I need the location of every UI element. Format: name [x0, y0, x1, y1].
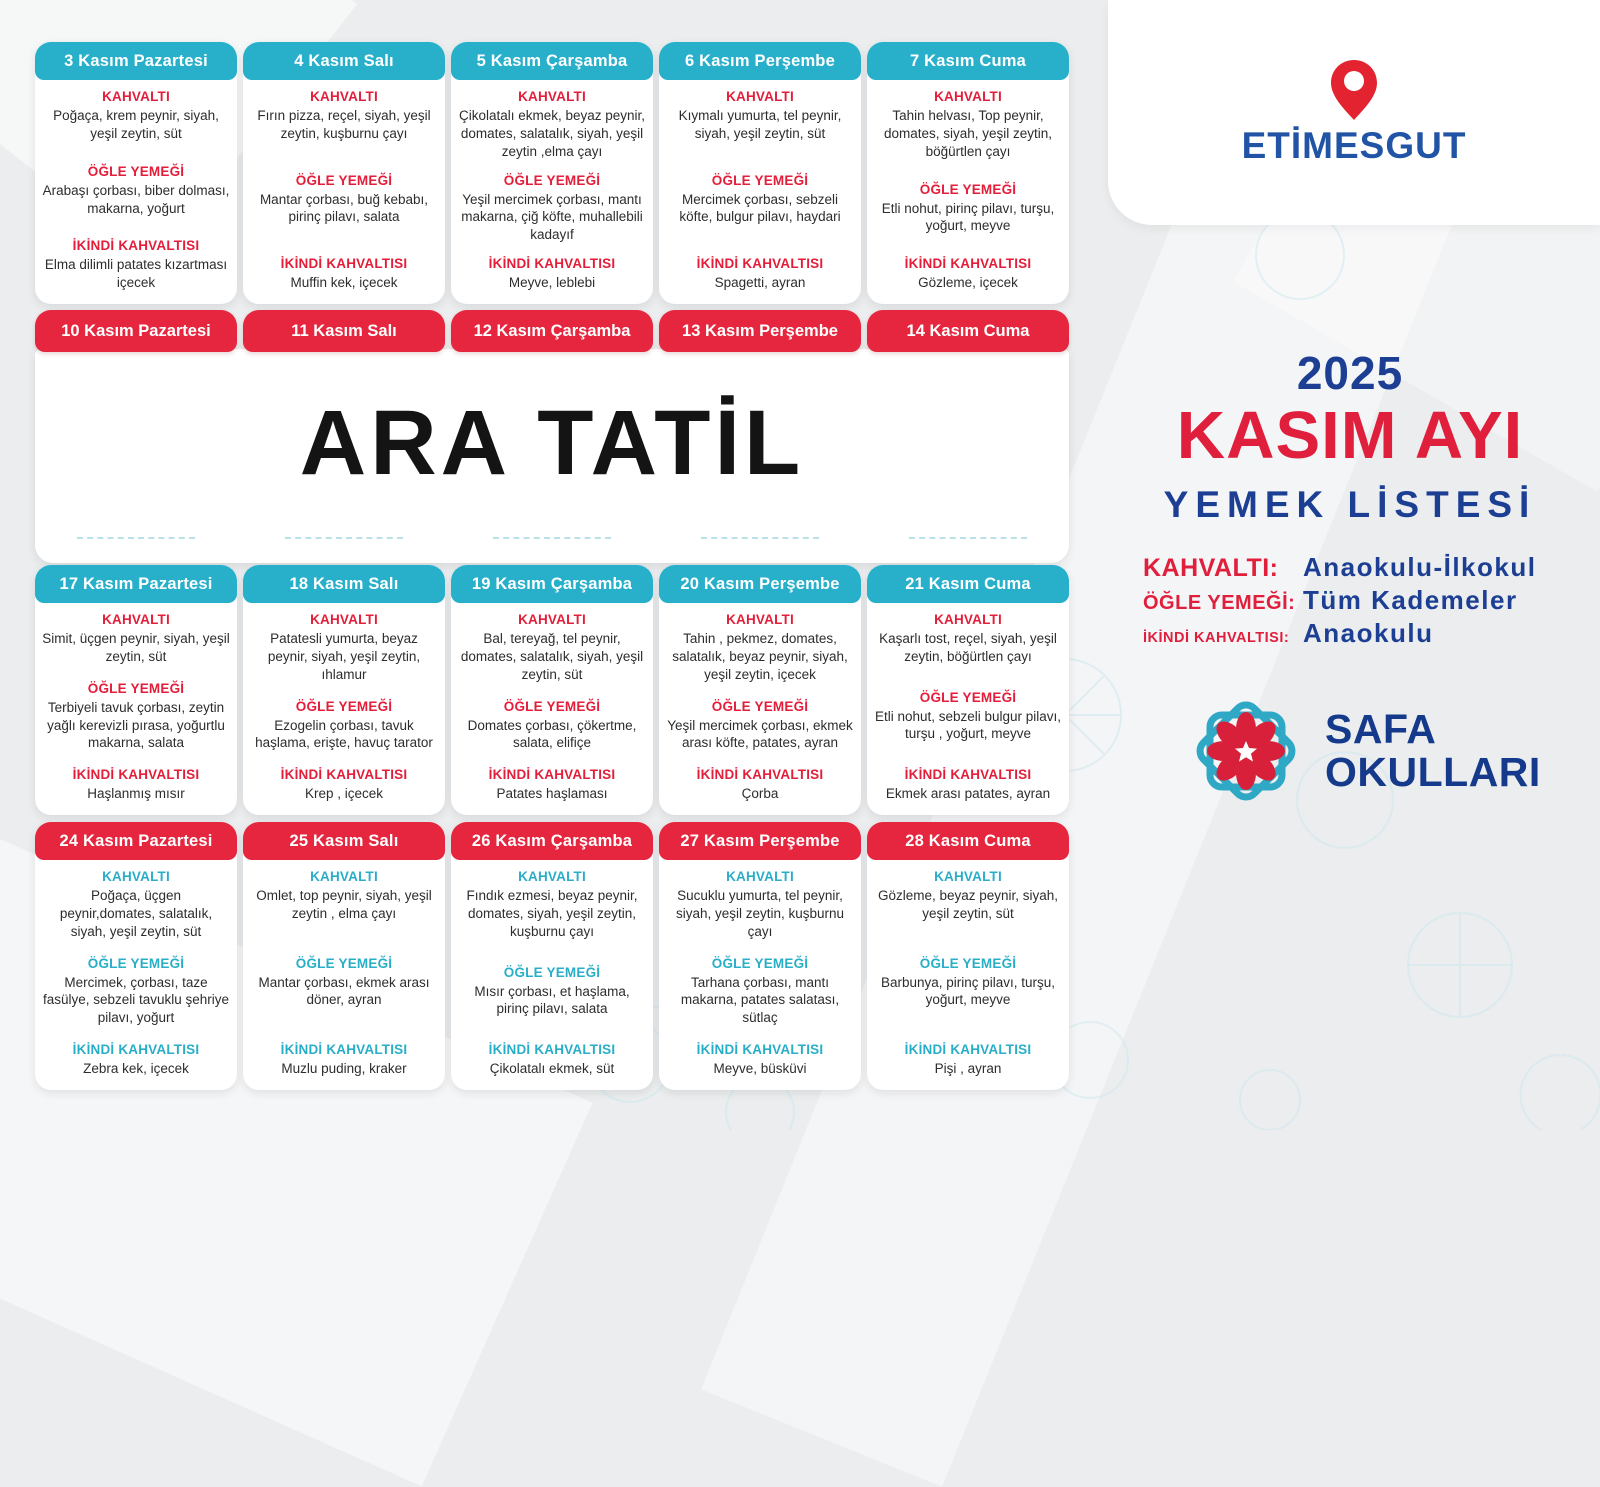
dashed-divider — [493, 537, 611, 539]
day-card — [659, 822, 861, 1090]
dashed-divider — [285, 537, 403, 539]
lunch-section — [250, 699, 438, 753]
lunch-label: ÖĞLE YEMEĞİ — [919, 689, 1017, 705]
breakfast-section — [250, 869, 438, 923]
dashed-divider — [701, 537, 819, 539]
snack-label: İKİNDİ KAHVALTISI — [696, 256, 824, 272]
breakfast-label: KAHVALTI — [726, 612, 794, 627]
holiday-panel — [35, 349, 1069, 563]
snack-label: İKİNDİ KAHVALTISI — [72, 1042, 200, 1058]
day-card-body — [243, 80, 445, 304]
lunch-section — [666, 173, 854, 227]
breakfast-label: KAHVALTI — [518, 612, 586, 627]
day-card-header: 26 Kasım Çarşamba — [451, 822, 653, 860]
day-card-header: 6 Kasım Perşembe — [659, 42, 861, 80]
day-card-body — [35, 860, 237, 1090]
breakfast-menu: Sucuklu yumurta, tel peynir, siyah, yeşil zeytin, kuşburnu çayı — [675, 888, 845, 939]
lunch-section — [874, 182, 1062, 236]
lunch-menu: Mercimek çorbası, sebzeli köfte, bulgur pilavı, haydari — [679, 191, 841, 225]
breakfast-menu: Gözleme, beyaz peynir, siyah, yeşil zeytin, süt — [877, 888, 1059, 921]
snack-label: İKİNDİ KAHVALTISI — [696, 1042, 824, 1058]
breakfast-menu: Çikolatalı ekmek, beyaz peynir, domates, salatalık, siyah, yeşil zeytin ,elma çayı — [458, 108, 646, 159]
snack-menu: Spagetti, ayran — [714, 275, 806, 291]
lunch-section — [42, 164, 230, 218]
snack-menu: Krep , içecek — [304, 786, 384, 802]
lunch-section — [42, 681, 230, 752]
snack-label: İKİNDİ KAHVALTISI — [72, 767, 200, 783]
dashed-divider — [909, 537, 1027, 539]
day-card-body — [659, 80, 861, 304]
snack-section — [458, 256, 646, 292]
breakfast-section — [250, 89, 438, 143]
breakfast-menu: Tahin , pekmez, domates, salatalık, beyaz peynir, siyah, yeşil zeytin, içecek — [672, 631, 848, 682]
day-card-header: 21 Kasım Cuma — [867, 565, 1069, 603]
lunch-label: ÖĞLE YEMEĞİ — [711, 172, 809, 188]
breakfast-section — [874, 612, 1062, 666]
day-card-header: 25 Kasım Salı — [243, 822, 445, 860]
breakfast-label: KAHVALTI — [310, 89, 378, 104]
breakfast-label: KAHVALTI — [518, 869, 586, 884]
location-pin-icon — [1330, 59, 1378, 121]
title-subtitle: YEMEK LİSTESİ — [1163, 484, 1537, 526]
day-card-header: 3 Kasım Pazartesi — [35, 42, 237, 80]
breakfast-section — [42, 612, 230, 666]
day-card-header: 17 Kasım Pazartesi — [35, 565, 237, 603]
day-card — [451, 42, 653, 304]
holiday-day-tab: 11 Kasım Salı — [243, 310, 445, 352]
snack-menu: Ekmek arası patates, ayran — [885, 786, 1051, 802]
lunch-label: ÖĞLE YEMEĞİ — [919, 955, 1017, 971]
breakfast-label: KAHVALTI — [310, 612, 378, 627]
lunch-label: ÖĞLE YEMEĞİ — [295, 698, 393, 714]
snack-menu: Pişi , ayran — [934, 1061, 1002, 1077]
day-card-body — [35, 80, 237, 304]
day-card — [243, 565, 445, 815]
lunch-section — [42, 956, 230, 1027]
snack-section — [250, 1042, 438, 1078]
breakfast-label: KAHVALTI — [934, 869, 1002, 884]
holiday-day-tabs — [35, 310, 1069, 352]
lunch-menu: Mısır çorbası, et haşlama, pirinç pilavı, salata — [474, 983, 630, 1017]
legend-value-snack: Anaokulu — [1303, 618, 1434, 648]
day-card-body — [451, 860, 653, 1090]
breakfast-label: KAHVALTI — [934, 612, 1002, 627]
day-card-header: 4 Kasım Salı — [243, 42, 445, 80]
legend-row — [1143, 618, 1593, 649]
snack-label: İKİNDİ KAHVALTISI — [488, 1042, 616, 1058]
lunch-label: ÖĞLE YEMEĞİ — [295, 172, 393, 188]
snack-menu: Çorba — [741, 786, 779, 802]
lunch-menu: Etli nohut, sebzeli bulgur pilavı, turşu , yoğurt, meyve — [874, 708, 1062, 742]
lunch-label: ÖĞLE YEMEĞİ — [295, 955, 393, 971]
holiday-day-tab: 12 Kasım Çarşamba — [451, 310, 653, 352]
snack-section — [666, 1042, 854, 1078]
day-card-header: 24 Kasım Pazartesi — [35, 822, 237, 860]
day-card-body — [451, 603, 653, 815]
breakfast-label: KAHVALTI — [102, 869, 170, 884]
lunch-menu: Arabaşı çorbası, biber dolması, makarna, yoğurt — [42, 182, 230, 216]
snack-label: İKİNDİ KAHVALTISI — [280, 767, 408, 783]
lunch-menu: Mercimek, çorbası, taze fasülye, sebzeli tavuklu şehriye pilavı, yoğurt — [42, 974, 230, 1026]
snack-menu: Çikolatalı ekmek, süt — [489, 1061, 615, 1077]
day-card-header: 18 Kasım Salı — [243, 565, 445, 603]
legend-row — [1143, 552, 1593, 583]
lunch-menu: Ezogelin çorbası, tavuk haşlama, erişte, havuç tarator — [255, 717, 433, 751]
day-card — [659, 42, 861, 304]
lunch-label: ÖĞLE YEMEĞİ — [503, 698, 601, 714]
legend-label-snack: İKİNDİ KAHVALTISI: — [1143, 630, 1290, 646]
lunch-label: ÖĞLE YEMEĞİ — [711, 698, 809, 714]
day-card-body — [243, 860, 445, 1090]
snack-label: İKİNDİ KAHVALTISI — [488, 767, 616, 783]
day-card-header: 27 Kasım Perşembe — [659, 822, 861, 860]
breakfast-menu: Fırın pizza, reçel, siyah, yeşil zeytin, kuşburnu çayı — [257, 108, 431, 141]
day-card-body — [867, 860, 1069, 1090]
breakfast-label: KAHVALTI — [934, 89, 1002, 104]
lunch-label: ÖĞLE YEMEĞİ — [87, 680, 185, 696]
legend-row — [1143, 585, 1593, 616]
lunch-section — [458, 173, 646, 244]
breakfast-menu: Omlet, top peynir, siyah, yeşil zeytin , elma çayı — [256, 888, 432, 921]
lunch-menu: Etli nohut, pirinç pilavı, turşu, yoğurt, meyve — [881, 200, 1055, 234]
breakfast-menu: Poğaça, krem peynir, siyah, yeşil zeytin, süt — [53, 108, 219, 141]
etimesgut-brand-card — [1108, 0, 1600, 225]
safa-emblem-icon — [1183, 688, 1309, 814]
day-card-header: 28 Kasım Cuma — [867, 822, 1069, 860]
breakfast-menu: Tahin helvası, Top peynir, domates, siyah, yeşil zeytin, böğürtlen çayı — [883, 108, 1053, 159]
breakfast-section — [42, 89, 230, 143]
snack-section — [458, 1042, 646, 1078]
breakfast-section — [42, 869, 230, 940]
snack-section — [42, 238, 230, 292]
lunch-label: ÖĞLE YEMEĞİ — [87, 955, 185, 971]
snack-section — [42, 767, 230, 803]
lunch-label: ÖĞLE YEMEĞİ — [503, 964, 601, 980]
lunch-label: ÖĞLE YEMEĞİ — [87, 163, 185, 179]
snack-label: İKİNDİ KAHVALTISI — [488, 256, 616, 272]
safa-schools-logo — [1183, 688, 1541, 814]
breakfast-section — [458, 869, 646, 940]
breakfast-label: KAHVALTI — [726, 869, 794, 884]
breakfast-label: KAHVALTI — [726, 89, 794, 104]
lunch-menu: Terbiyeli tavuk çorbası, zeytin yağlı kerevizli pırasa, yoğurtlu makarna, salata — [47, 699, 225, 751]
day-card — [867, 822, 1069, 1090]
breakfast-label: KAHVALTI — [310, 869, 378, 884]
title-year: 2025 — [1296, 347, 1404, 399]
safa-logo-line2: OKULLARI — [1325, 749, 1541, 795]
legend-value-breakfast: Anaokulu-İlkokul — [1303, 552, 1537, 582]
legend-value-lunch: Tüm Kademeler — [1303, 585, 1518, 615]
lunch-menu: Mantar çorbası, ekmek arası döner, ayran — [258, 974, 430, 1008]
snack-section — [250, 256, 438, 292]
breakfast-menu: Bal, tereyağ, tel peynir, domates, salatalık, siyah, yeşil zeytin, süt — [460, 631, 644, 682]
day-card-body — [659, 860, 861, 1090]
poster-title-block — [1100, 346, 1600, 526]
day-card — [35, 42, 237, 304]
breakfast-menu: Poğaça, üçgen peynir,domates, salatalık, siyah, yeşil zeytin, süt — [59, 888, 213, 939]
snack-menu: Zebra kek, içecek — [83, 1061, 189, 1077]
snack-section — [874, 767, 1062, 803]
day-card — [35, 565, 237, 815]
breakfast-section — [666, 869, 854, 940]
snack-label: İKİNDİ KAHVALTISI — [280, 256, 408, 272]
lunch-label: ÖĞLE YEMEĞİ — [919, 181, 1017, 197]
week-row-1 — [35, 42, 1069, 304]
snack-label: İKİNDİ KAHVALTISI — [280, 1042, 408, 1058]
legend-label-lunch: ÖĞLE YEMEĞİ: — [1143, 592, 1296, 614]
breakfast-section — [458, 89, 646, 160]
lunch-section — [458, 965, 646, 1019]
day-card — [451, 822, 653, 1090]
breakfast-label: KAHVALTI — [102, 89, 170, 104]
snack-label: İKİNDİ KAHVALTISI — [904, 767, 1032, 783]
safa-logo-text — [1325, 705, 1541, 795]
snack-section — [666, 767, 854, 803]
day-card-header: 7 Kasım Cuma — [867, 42, 1069, 80]
lunch-section — [874, 690, 1062, 744]
day-card-body — [451, 80, 653, 304]
etimesgut-logo-text: ETİMESGUT — [1241, 124, 1467, 166]
lunch-section — [458, 699, 646, 753]
lunch-section — [666, 699, 854, 753]
snack-menu: Muffin kek, içecek — [290, 275, 398, 291]
day-card-body — [659, 603, 861, 815]
holiday-week-row — [35, 310, 1069, 563]
lunch-menu: Yeşil mercimek çorbası, mantı makarna, çiğ köfte, muhallebili kadayıf — [461, 191, 643, 243]
snack-label: İKİNDİ KAHVALTISI — [904, 256, 1032, 272]
snack-section — [874, 1042, 1062, 1078]
snack-label: İKİNDİ KAHVALTISI — [904, 1042, 1032, 1058]
lunch-menu: Mantar çorbası, buğ kebabı, pirinç pilavı, salata — [259, 191, 429, 225]
lunch-label: ÖĞLE YEMEĞİ — [711, 955, 809, 971]
legend-label-breakfast: KAHVALTI: — [1143, 554, 1279, 582]
snack-menu: Meyve, leblebi — [508, 275, 596, 291]
title-month: KASIM AYI — [1176, 398, 1524, 473]
day-card-header: 5 Kasım Çarşamba — [451, 42, 653, 80]
lunch-section — [666, 956, 854, 1027]
day-card-body — [35, 603, 237, 815]
week-row-4 — [35, 822, 1069, 1090]
holiday-day-tab: 13 Kasım Perşembe — [659, 310, 861, 352]
day-card — [35, 822, 237, 1090]
breakfast-section — [666, 612, 854, 683]
day-card-header: 20 Kasım Perşembe — [659, 565, 861, 603]
safa-logo-line1: SAFA — [1325, 705, 1437, 752]
day-card — [867, 565, 1069, 815]
holiday-title: ARA TATİL — [299, 391, 805, 494]
lunch-menu: Tarhana çorbası, mantı makarna, patates salatası, sütlaç — [680, 974, 840, 1026]
breakfast-menu: Fındık ezmesi, beyaz peynir, domates, siyah, yeşil zeytin, kuşburnu çayı — [466, 888, 638, 939]
snack-section — [874, 256, 1062, 292]
holiday-dashed-dividers — [35, 537, 1069, 539]
snack-menu: Patates haşlaması — [496, 786, 608, 802]
breakfast-section — [458, 612, 646, 683]
snack-section — [458, 767, 646, 803]
snack-section — [666, 256, 854, 292]
breakfast-menu: Patatesli yumurta, beyaz peynir, siyah, yeşil zeytin, ıhlamur — [267, 631, 421, 682]
snack-section — [250, 767, 438, 803]
snack-label: İKİNDİ KAHVALTISI — [72, 238, 200, 254]
breakfast-section — [874, 89, 1062, 160]
breakfast-menu: Kaşarlı tost, reçel, siyah, yeşil zeytin, böğürtlen çayı — [879, 631, 1057, 664]
lunch-section — [250, 173, 438, 227]
breakfast-label: KAHVALTI — [518, 89, 586, 104]
lunch-menu: Yeşil mercimek çorbası, ekmek arası köfte, patates, ayran — [667, 717, 853, 751]
dashed-divider — [77, 537, 195, 539]
day-card — [243, 42, 445, 304]
lunch-menu: Barbunya, pirinç pilavı, turşu, yoğurt, meyve — [880, 974, 1056, 1008]
day-card-body — [867, 80, 1069, 304]
lunch-label: ÖĞLE YEMEĞİ — [503, 172, 601, 188]
snack-section — [42, 1042, 230, 1078]
breakfast-section — [250, 612, 438, 683]
breakfast-section — [874, 869, 1062, 923]
holiday-day-tab: 14 Kasım Cuma — [867, 310, 1069, 352]
breakfast-section — [666, 89, 854, 143]
lunch-section — [250, 956, 438, 1010]
breakfast-menu: Kıymalı yumurta, tel peynir, siyah, yeşil zeytin, süt — [678, 108, 842, 141]
breakfast-label: KAHVALTI — [102, 612, 170, 627]
day-card — [867, 42, 1069, 304]
day-card-body — [867, 603, 1069, 815]
breakfast-menu: Simit, üçgen peynir, siyah, yeşil zeytin, süt — [42, 631, 230, 664]
day-card-header: 19 Kasım Çarşamba — [451, 565, 653, 603]
snack-menu: Haşlanmış mısır — [87, 786, 185, 802]
snack-menu: Meyve, büsküvi — [713, 1061, 807, 1077]
week-row-3 — [35, 565, 1069, 815]
lunch-menu: Domates çorbası, çökertme, salata, elifiçe — [467, 717, 637, 751]
day-card — [243, 822, 445, 1090]
meal-audience-legend — [1143, 552, 1593, 651]
snack-menu: Muzlu puding, kraker — [281, 1061, 407, 1077]
lunch-section — [874, 956, 1062, 1010]
holiday-day-tab: 10 Kasım Pazartesi — [35, 310, 237, 352]
day-card — [451, 565, 653, 815]
snack-menu: Gözleme, içecek — [918, 275, 1018, 291]
day-card — [659, 565, 861, 815]
snack-menu: Elma dilimli patates kızartması içecek — [44, 257, 228, 291]
day-card-body — [243, 603, 445, 815]
snack-label: İKİNDİ KAHVALTISI — [696, 767, 824, 783]
